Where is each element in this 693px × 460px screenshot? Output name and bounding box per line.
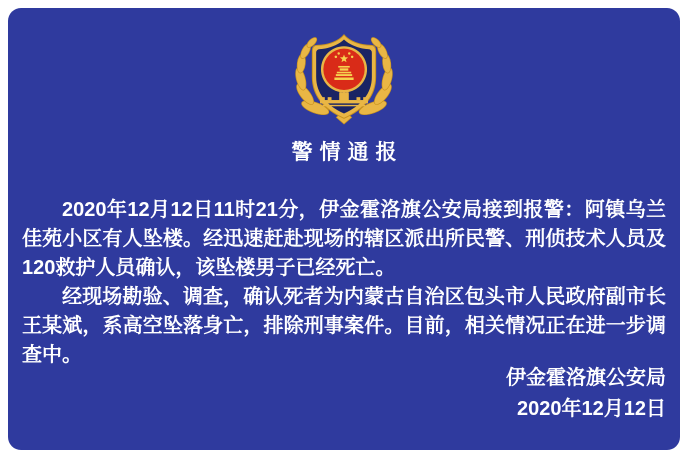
notice-paragraph: 经现场勘验、调查，确认死者为内蒙古自治区包头市人民政府副市长王某斌，系高空坠落身亡，排除刑事案件。目前，相关情况正在进一步调查中。 bbox=[22, 286, 666, 366]
signature-org: 伊金霍洛旗公安局 bbox=[506, 367, 666, 389]
signature-block bbox=[506, 363, 666, 425]
notice-paragraph: 2020年12月12日11时21分，伊金霍洛旗公安局接到报警：阿镇乌兰佳苑小区有人坠楼。经迅速赶赴现场的辖区派出所民警、刑侦技术人员及120救护人员确认，该坠楼男子已经死亡。 bbox=[22, 199, 666, 279]
notice-title: 警情通报 bbox=[291, 141, 404, 164]
police-badge-icon bbox=[291, 29, 397, 125]
signature-date: 2020年12月12日 bbox=[517, 398, 666, 420]
notice-card bbox=[8, 8, 680, 450]
notice-body bbox=[22, 196, 666, 370]
